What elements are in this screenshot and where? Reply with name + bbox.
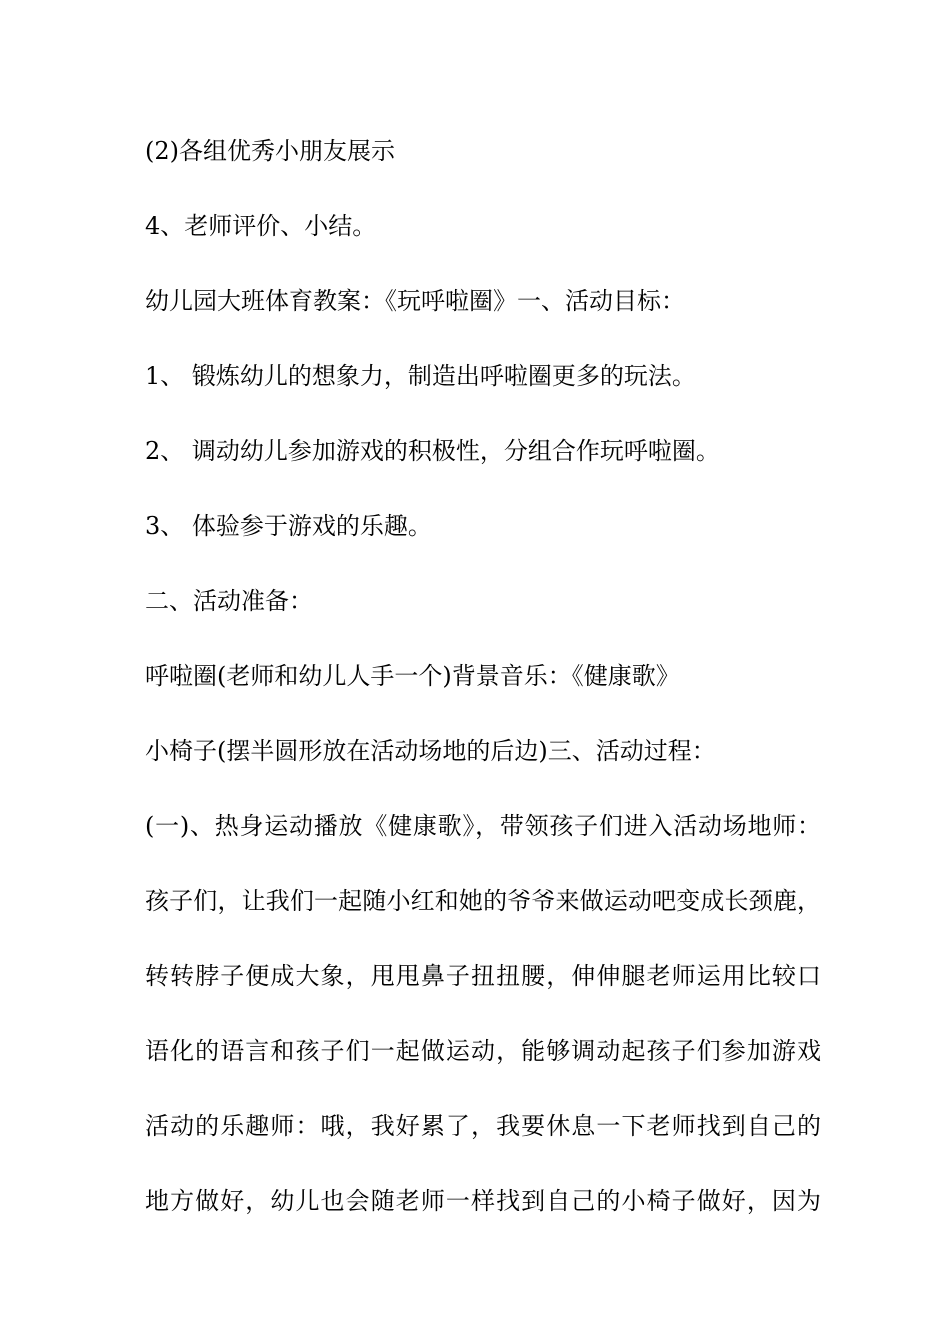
goal-item-3: 3、 体验参于游戏的乐趣。 — [145, 512, 432, 540]
body-text-line: (一)、热身运动播放《健康歌》，带领孩子们进入活动场地师： — [145, 812, 821, 840]
body-text-line: 转转脖子便成大象，甩甩鼻子扭扭腰，伸伸腿老师运用比较口 — [145, 962, 821, 990]
goal-item-1: 1、 锻炼幼儿的想象力，制造出呼啦圈更多的玩法。 — [145, 362, 696, 390]
body-text-line: 孩子们，让我们一起随小红和她的爷爷来做运动吧变成长颈鹿， — [145, 887, 821, 915]
body-text-line: 地方做好，幼儿也会随老师一样找到自己的小椅子做好，因为 — [145, 1187, 821, 1215]
subsection-heading-2: (2)各组优秀小朋友展示 — [145, 137, 395, 165]
section-heading-preparation: 二、活动准备： — [145, 587, 313, 615]
body-text-line: 语化的语言和孩子们一起做运动，能够调动起孩子们参加游戏 — [145, 1037, 821, 1065]
goal-item-2: 2、 调动幼儿参加游戏的积极性，分组合作玩呼啦圈。 — [145, 437, 720, 465]
lesson-title: 幼儿园大班体育教案：《玩呼啦圈》一、活动目标： — [145, 287, 685, 315]
materials-line: 呼啦圈(老师和幼儿人手一个)背景音乐：《健康歌》 — [145, 662, 680, 690]
body-text-line: 活动的乐趣师：哦，我好累了，我要休息一下老师找到自己的 — [145, 1112, 821, 1140]
step-4-heading: 4、老师评价、小结。 — [145, 212, 377, 240]
materials-chairs-line: 小椅子(摆半圆形放在活动场地的后边)三、活动过程： — [145, 737, 716, 765]
